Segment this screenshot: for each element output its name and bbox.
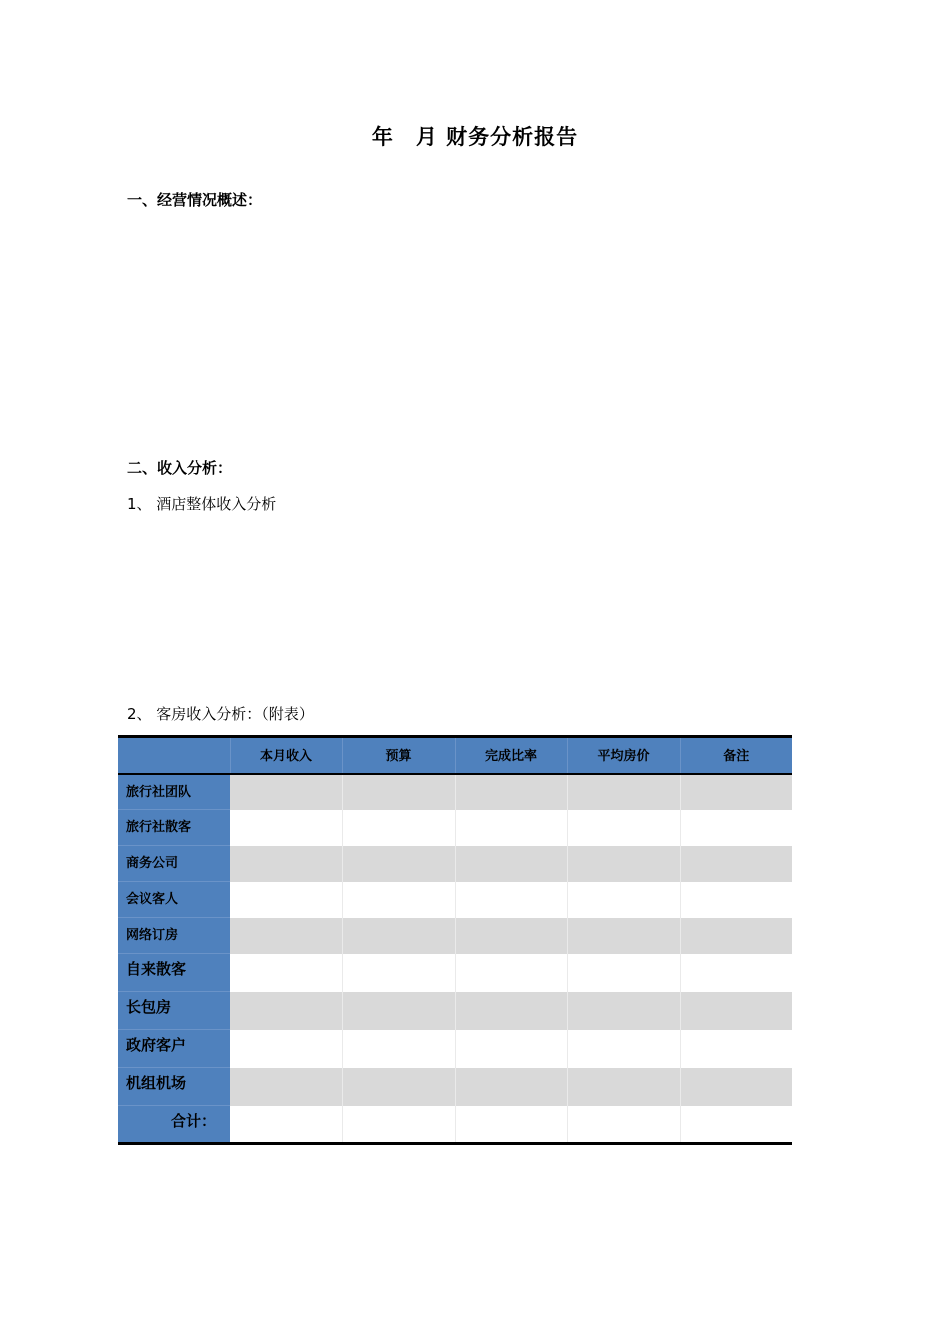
table-cell[interactable] [342,1068,455,1106]
table-row [118,918,792,954]
row-label: 长包房 [118,992,230,1030]
table-cell[interactable] [567,882,680,918]
row-label: 会议客人 [118,882,230,918]
table-cell[interactable] [455,882,567,918]
table-row [118,1030,792,1068]
table-cell[interactable] [455,954,567,992]
table-cell[interactable] [680,954,792,992]
table-cell[interactable] [455,1068,567,1106]
table-cell[interactable] [680,918,792,954]
column-header-remarks: 备注 [680,737,792,774]
table-cell[interactable] [230,774,342,810]
table-cell[interactable] [680,992,792,1030]
table-cell[interactable] [455,1106,567,1144]
row-label: 旅行社团队 [118,774,230,810]
table-row [118,1068,792,1106]
table-cell[interactable] [342,846,455,882]
table-cell[interactable] [680,1030,792,1068]
table-cell[interactable] [342,810,455,846]
table-cell[interactable] [567,918,680,954]
row-label-total: 合计： [118,1106,230,1144]
section-heading-overview: 一、经营情况概述： [127,191,263,209]
column-header-monthly-income: 本月收入 [230,737,342,774]
table-cell[interactable] [567,1030,680,1068]
table-cell[interactable] [230,882,342,918]
table-cell[interactable] [342,774,455,810]
table-header-row [118,737,792,774]
row-label: 自来散客 [118,954,230,992]
table-cell[interactable] [567,846,680,882]
table-cell[interactable] [230,992,342,1030]
table-cell[interactable] [567,992,680,1030]
table-cell[interactable] [230,1068,342,1106]
column-header-blank [118,737,230,774]
table-cell[interactable] [567,1068,680,1106]
column-header-average-room-rate: 平均房价 [567,737,680,774]
table-cell[interactable] [680,882,792,918]
table-cell[interactable] [230,1030,342,1068]
table-cell[interactable] [342,1106,455,1144]
table-cell[interactable] [455,918,567,954]
table-cell[interactable] [230,810,342,846]
table-cell[interactable] [567,1106,680,1144]
table-cell[interactable] [455,1030,567,1068]
column-header-completion-rate: 完成比率 [455,737,567,774]
room-income-table [118,735,792,1145]
row-label: 网络订房 [118,918,230,954]
table-cell[interactable] [230,1106,342,1144]
table-cell[interactable] [567,774,680,810]
table-cell[interactable] [680,810,792,846]
table-cell[interactable] [455,846,567,882]
table-cell[interactable] [342,954,455,992]
table-cell[interactable] [342,918,455,954]
table-cell[interactable] [680,1106,792,1144]
table-row [118,882,792,918]
row-label: 机组机场 [118,1068,230,1106]
page-title: 年 月 财务分析报告 [371,125,579,149]
row-label: 政府客户 [118,1030,230,1068]
row-label: 旅行社散客 [118,810,230,846]
table-cell[interactable] [230,918,342,954]
table-cell[interactable] [680,1068,792,1106]
table-row [118,992,792,1030]
subheading-hotel-income: 1、 酒店整体收入分析 [127,495,277,513]
table-cell[interactable] [230,846,342,882]
column-header-budget: 预算 [342,737,455,774]
table-row [118,810,792,846]
table-cell[interactable] [567,810,680,846]
table-cell[interactable] [342,882,455,918]
table-cell[interactable] [455,992,567,1030]
table-row [118,846,792,882]
table-cell[interactable] [680,774,792,810]
table-row-total [118,1106,792,1144]
table-cell[interactable] [455,774,567,810]
table-cell[interactable] [230,954,342,992]
table-cell[interactable] [342,1030,455,1068]
section-heading-income: 二、收入分析： [127,459,233,477]
table-row [118,954,792,992]
row-label: 商务公司 [118,846,230,882]
table-cell[interactable] [342,992,455,1030]
table-cell[interactable] [680,846,792,882]
table-cell[interactable] [455,810,567,846]
subheading-room-income: 2、 客房收入分析：（附表） [127,705,314,723]
table-row [118,774,792,810]
table-cell[interactable] [567,954,680,992]
